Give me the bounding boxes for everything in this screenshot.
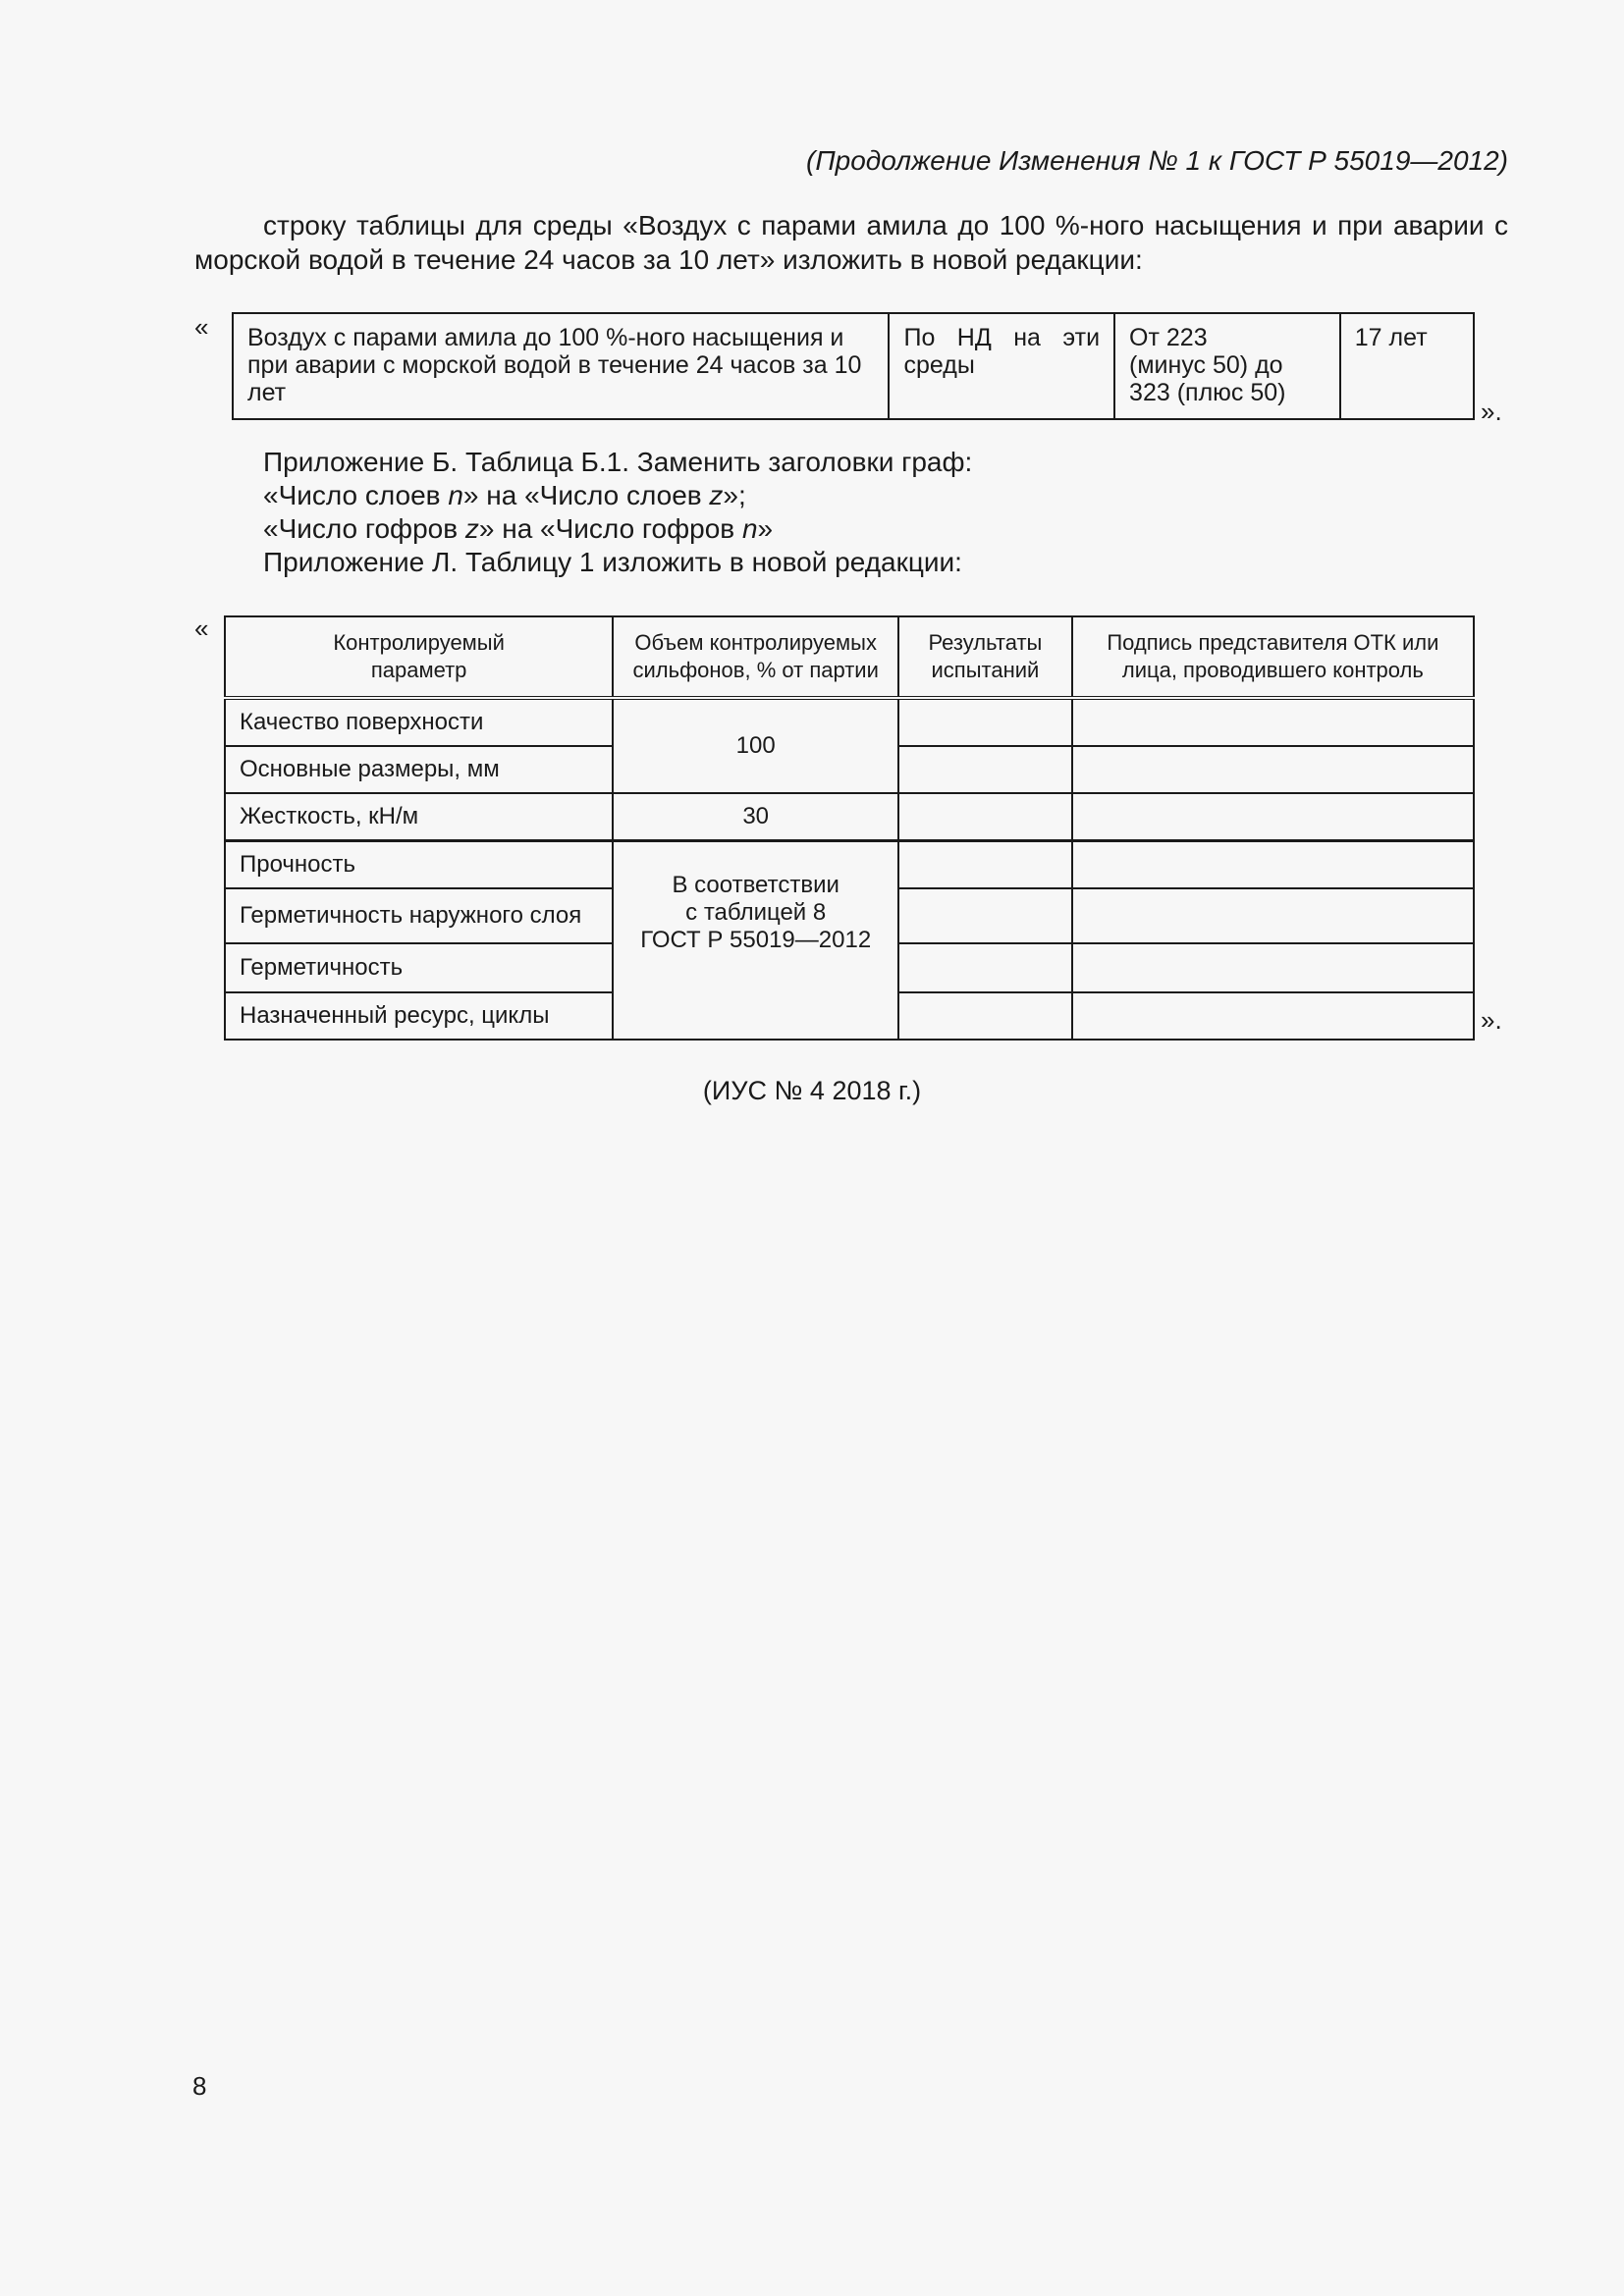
temperature-line1: От 223 (1129, 324, 1208, 351)
temperature-line2: (минус 50) до (1129, 351, 1283, 379)
normative-cell (889, 313, 1114, 419)
param-cell: Качество поверхности (225, 698, 613, 746)
intro-paragraph (194, 208, 1508, 277)
temperature-cell (1114, 313, 1340, 419)
results-cell (898, 992, 1072, 1040)
quote-close-2: ». (1481, 1005, 1502, 1035)
param-cell: Герметичность наружного слоя (225, 888, 613, 943)
quote-close-1: ». (1481, 397, 1502, 426)
signature-cell (1072, 943, 1474, 992)
para-line-2: «Число слоев n» на «Число слоев z»; (263, 480, 746, 510)
param-cell: Герметичность (225, 943, 613, 992)
amendment-paragraphs (263, 446, 972, 579)
para-line-3: «Число гофров z» на «Число гофров n» (263, 513, 774, 544)
temperature-line3: 323 (плюс 50) (1129, 379, 1286, 406)
results-cell (898, 841, 1072, 889)
normative-line2: среды (903, 351, 975, 379)
para-line-4: Приложение Л. Таблицу 1 изложить в новой редакции: (263, 547, 962, 577)
table-row (225, 841, 1474, 889)
results-cell (898, 746, 1072, 793)
param-cell: Назначенный ресурс, циклы (225, 992, 613, 1040)
volume-cell: 100 (613, 698, 898, 793)
signature-cell (1072, 698, 1474, 746)
results-cell (898, 698, 1072, 746)
table-row (225, 698, 1474, 746)
param-cell: Основные размеры, мм (225, 746, 613, 793)
term-cell: 17 лет (1340, 313, 1474, 419)
param-cell: Жесткость, кН/м (225, 793, 613, 841)
ius-reference: (ИУС № 4 2018 г.) (702, 1076, 922, 1105)
signature-cell (1072, 841, 1474, 889)
header-results: Результаты испытаний (898, 616, 1072, 698)
volume-cell: 30 (613, 793, 898, 841)
signature-cell (1072, 992, 1474, 1040)
results-cell (898, 793, 1072, 841)
intro-text: строку таблицы для среды «Воздух с парами амила до 100 %-ного насыщения и при аварии с морской водой в течение 24 часов за 10 лет» изложить в новой редакции: (194, 210, 1508, 275)
medium-row-table (232, 312, 1475, 420)
table-row (233, 313, 1474, 419)
quote-open-2: « (194, 614, 209, 643)
signature-cell (1072, 888, 1474, 943)
table-header-row (225, 616, 1474, 698)
page-number: 8 (192, 2071, 207, 2101)
normative-line1: По НД на эти (903, 324, 1101, 351)
signature-cell (1072, 793, 1474, 841)
signature-cell (1072, 746, 1474, 793)
para-line-1: Приложение Б. Таблица Б.1. Заменить заголовки граф: (263, 447, 973, 477)
control-table (224, 615, 1475, 1041)
medium-cell: Воздух с парами амила до 100 %-ного насыщения и при аварии с морской водой в течение 24 часов за 10 лет (233, 313, 889, 419)
param-cell: Прочность (225, 841, 613, 889)
header-volume: Объем контролируемых сильфонов, % от партии (613, 616, 898, 698)
results-cell (898, 943, 1072, 992)
quote-open-1: « (194, 312, 209, 342)
results-cell (898, 888, 1072, 943)
table-row (225, 793, 1474, 841)
header-signature: Подпись представителя ОТК или лица, проводившего контроль (1072, 616, 1474, 698)
header-param: Контролируемый параметр (225, 616, 613, 698)
page-header: (Продолжение Изменения № 1 к ГОСТ Р 55019—2012) (806, 145, 1508, 176)
volume-reference-cell: В соответствии с таблицей 8 ГОСТ Р 55019—2012 (613, 841, 898, 1041)
